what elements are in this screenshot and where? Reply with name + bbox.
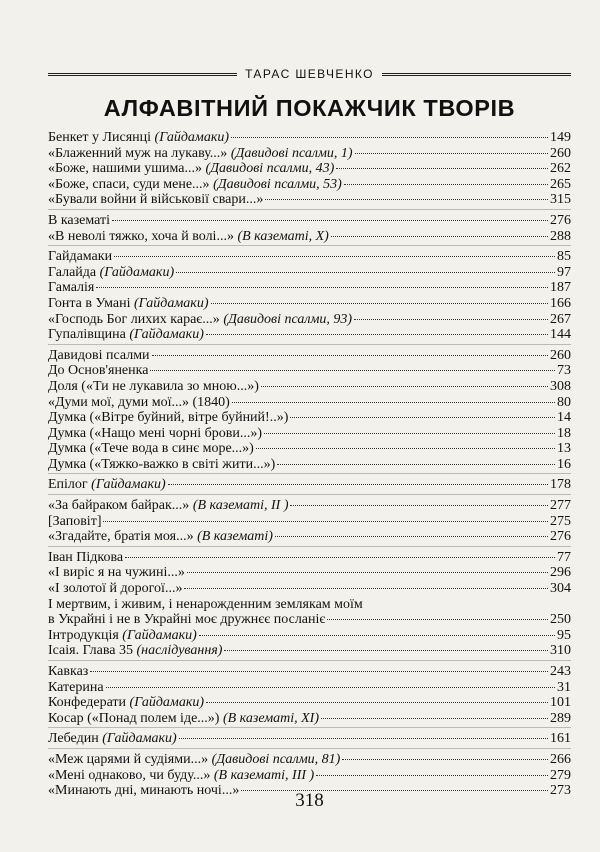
- page-number: 318: [295, 790, 324, 811]
- entry-title: [48, 161, 334, 177]
- dot-leader: [336, 167, 548, 169]
- entry-title-text: «Боже, нашими ушима...»: [48, 161, 206, 177]
- entry-title: [48, 426, 262, 442]
- entry-title-text: Доля («Ти не лукавила зо мною...»): [48, 378, 259, 394]
- index-group: [48, 660, 571, 726]
- dot-leader: [290, 504, 548, 506]
- entry-title: [48, 441, 254, 457]
- entry-page-number: 315: [550, 192, 571, 208]
- index-entry: [48, 498, 571, 514]
- entry-source-note: (Гайдамаки): [134, 295, 209, 311]
- dot-leader: [176, 271, 555, 273]
- entry-source-note: (Гайдамаки): [91, 477, 166, 493]
- entry-page-number: 95: [557, 627, 571, 643]
- entry-source-note: (Давидові псалми, 43): [205, 161, 335, 177]
- entry-title-text: «Блаженний муж на лукаву...»: [48, 145, 231, 161]
- index-entry: [48, 768, 571, 784]
- index-group: [48, 344, 571, 473]
- entry-title-text: Іван Підкова: [48, 549, 124, 565]
- entry-title-text: «І золотої й дорогої...»: [48, 581, 183, 597]
- entry-source-note: (Давидові псалми, 93): [223, 311, 353, 327]
- entry-page-number: 288: [550, 228, 571, 244]
- index-entry: [48, 529, 571, 545]
- entry-title: [48, 213, 110, 229]
- dot-leader: [264, 432, 555, 434]
- entry-title-text: Косар («Понад полем іде...»): [48, 710, 223, 726]
- index-entry: [48, 643, 571, 659]
- entry-title: [48, 395, 230, 411]
- entry-source-note: (Давидові псалми, 1): [230, 145, 353, 161]
- entry-source-note: (В казематі, III ): [213, 767, 315, 783]
- dot-leader: [96, 286, 548, 288]
- entry-title-text: «Згадайте, братія моя...»: [48, 529, 198, 545]
- entry-title-text: Думка («Нащо мені чорні брови...»): [48, 425, 263, 441]
- dot-leader: [224, 649, 548, 651]
- entry-page-number: 14: [557, 410, 571, 426]
- entry-title-text: Ісаія. Глава 35: [48, 643, 137, 659]
- entry-page-number: 166: [550, 295, 571, 311]
- entry-source-note: (В казематі, II ): [192, 498, 289, 514]
- entry-source-note: (В казематі, X): [237, 228, 329, 244]
- entry-title: [48, 514, 101, 530]
- entry-title: [48, 768, 314, 784]
- entry-title-text: «Боже, спаси, суди мене...»: [48, 176, 214, 192]
- entry-source-note: (Гайдамаки): [122, 627, 197, 643]
- dot-leader: [199, 634, 555, 636]
- entry-title-text: в Украйні і не в Украйні моє дружнєє посланіє: [48, 612, 326, 628]
- entry-title: [48, 457, 275, 473]
- index-entry: [48, 327, 571, 343]
- entry-title-text: [Заповіт]: [48, 513, 102, 529]
- index-entry: [48, 457, 571, 473]
- entry-title: [48, 628, 197, 644]
- dot-leader: [206, 701, 548, 703]
- index-entry: [48, 161, 571, 177]
- entry-page-number: 289: [550, 710, 571, 726]
- index-entry: [48, 731, 571, 747]
- entry-page-number: 178: [550, 477, 571, 493]
- dot-leader: [277, 463, 555, 465]
- index-entry: [48, 680, 571, 696]
- index-entry: [48, 229, 571, 245]
- entry-title-text: «В неволі тяжко, хоча й волі...»: [48, 228, 238, 244]
- entry-title: [48, 752, 340, 768]
- entry-page-number: 277: [550, 498, 571, 514]
- entry-title-text: Епілог: [48, 477, 92, 493]
- dot-leader: [316, 774, 548, 776]
- index-entry: [48, 441, 571, 457]
- index-entry: [48, 213, 571, 229]
- dot-leader: [232, 401, 555, 403]
- entry-title-text: «Бували войни й військовії свари...»: [48, 192, 264, 208]
- entry-title-text: Гонта в Умані: [48, 295, 135, 311]
- entry-title-text: «Минають дні, минають ночі...»: [48, 783, 240, 799]
- index-entry: [48, 130, 571, 146]
- entry-source-note: (Гайдамаки): [154, 130, 230, 145]
- entry-title-text: Кавказ: [48, 664, 89, 679]
- entry-page-number: 276: [550, 212, 571, 228]
- index-entry: [48, 177, 571, 193]
- index-group: [48, 245, 571, 343]
- dot-leader: [261, 385, 548, 387]
- index-entry: [48, 379, 571, 395]
- entry-title-text: В казематі: [48, 212, 111, 228]
- entry-title-text: Гамалія: [48, 280, 95, 296]
- entry-title: [48, 379, 259, 395]
- entry-title-text: Галайда: [48, 264, 100, 280]
- entry-page-number: 250: [550, 612, 571, 628]
- index-entry: [48, 410, 571, 426]
- entry-page-number: 161: [550, 731, 571, 747]
- entry-title: [48, 410, 288, 426]
- dot-leader: [290, 416, 555, 418]
- entry-title-text: «За байраком байрак...»: [48, 498, 193, 514]
- entry-title: [48, 363, 148, 379]
- dot-leader: [112, 219, 548, 221]
- index-entry: [48, 514, 571, 530]
- entry-title: [48, 695, 204, 711]
- entry-title-text: Катерина: [48, 679, 104, 695]
- index-entry: [48, 312, 571, 328]
- index-entry: [48, 192, 571, 208]
- entry-page-number: 260: [550, 347, 571, 363]
- entry-page-number: 275: [550, 513, 571, 529]
- entry-title: [48, 280, 94, 296]
- dot-leader: [344, 183, 548, 185]
- entry-title: [48, 146, 353, 162]
- works-index: [48, 130, 571, 799]
- entry-page-number: 187: [550, 280, 571, 296]
- entry-source-note: (Давидові псалми, 81): [211, 751, 341, 767]
- entry-title-text: Бенкет у Лисянці: [48, 130, 155, 145]
- dot-leader: [125, 556, 555, 558]
- entry-title-text: «Мені однаково, чи буду...»: [48, 767, 214, 783]
- entry-title: [48, 130, 229, 146]
- dot-leader: [103, 520, 548, 522]
- entry-source-note: (В казематі): [197, 529, 273, 545]
- entry-source-note: (В казематі, XI): [222, 710, 320, 726]
- dot-leader: [211, 302, 548, 304]
- dot-leader: [275, 535, 548, 537]
- entry-title-text: «Господь Бог лихих карає...»: [48, 311, 224, 327]
- dot-leader: [331, 235, 548, 237]
- entry-title-text: Думка («Тяжко-важко в світі жити...»): [48, 456, 276, 472]
- dot-leader: [168, 483, 548, 485]
- dot-leader: [354, 318, 548, 320]
- index-entry: [48, 296, 571, 312]
- entry-title: [48, 327, 204, 343]
- index-entry: [48, 597, 571, 613]
- entry-page-number: 279: [550, 767, 571, 783]
- dot-leader: [206, 333, 548, 335]
- dot-leader: [114, 255, 555, 257]
- entry-title-text: І мертвим, і живим, і ненарожденним землякам моїм: [48, 596, 363, 612]
- entry-page-number: 31: [557, 679, 571, 695]
- dot-leader: [342, 758, 548, 760]
- entry-page-number: 149: [550, 130, 571, 145]
- entry-title: [48, 664, 88, 680]
- entry-source-note: (Гайдамаки): [99, 264, 175, 280]
- index-group: [48, 727, 571, 747]
- entry-page-number: 97: [557, 264, 571, 280]
- dot-leader: [90, 670, 548, 672]
- entry-source-note: (Гайдамаки): [129, 695, 205, 711]
- index-entry: [48, 565, 571, 581]
- index-entry: [48, 664, 571, 680]
- entry-title: [48, 312, 352, 328]
- entry-page-number: 144: [550, 327, 571, 343]
- index-group: [48, 494, 571, 545]
- entry-page-number: 304: [550, 581, 571, 597]
- entry-title-text: Давидові псалми: [48, 347, 150, 363]
- entry-page-number: 262: [550, 161, 571, 177]
- dot-leader: [187, 571, 548, 573]
- entry-source-note: (Гайдамаки): [102, 731, 177, 747]
- index-entry: [48, 752, 571, 768]
- entry-title: [48, 192, 263, 208]
- index-entry: [48, 265, 571, 281]
- entry-page-number: 73: [557, 363, 571, 379]
- entry-title-text: Лебедин: [48, 731, 103, 747]
- entry-source-note: (наслідування): [136, 643, 223, 659]
- dot-leader: [184, 587, 548, 589]
- dot-leader: [265, 198, 548, 200]
- index-entry: [48, 363, 571, 379]
- entry-page-number: 18: [557, 425, 571, 441]
- running-head-text: ТАРАС ШЕВЧЕНКО: [245, 67, 374, 81]
- entry-title: [48, 550, 123, 566]
- index-entry: [48, 280, 571, 296]
- entry-title-text: Гайдамаки: [48, 249, 113, 265]
- dot-leader: [106, 686, 555, 688]
- entry-page-number: 77: [557, 549, 571, 565]
- entry-source-note: (Гайдамаки): [129, 327, 204, 343]
- entry-page-number: 310: [550, 643, 571, 659]
- entry-page-number: 260: [550, 145, 571, 161]
- dot-leader: [150, 369, 555, 371]
- index-entry: [48, 249, 571, 265]
- entry-title: [48, 296, 209, 312]
- entry-title: [48, 597, 363, 612]
- entry-title-text: «Думи мої, думи мої...» (1840): [48, 394, 230, 410]
- index-group: [48, 473, 571, 493]
- entry-title-text: Гупалівщина: [48, 327, 130, 343]
- entry-title: [48, 711, 319, 727]
- index-entry: [48, 711, 571, 727]
- entry-page-number: 85: [557, 249, 571, 265]
- entry-title: [48, 249, 112, 265]
- entry-title-text: Думка («Вітре буйний, вітре буйний!..»): [48, 410, 289, 426]
- entry-title: [48, 643, 222, 659]
- entry-page-number: 266: [550, 751, 571, 767]
- dot-leader: [327, 618, 548, 620]
- entry-page-number: 80: [557, 394, 571, 410]
- index-entry: [48, 348, 571, 364]
- index-entry: [48, 695, 571, 711]
- index-group: [48, 546, 571, 659]
- dot-leader: [152, 354, 548, 356]
- entry-page-number: 265: [550, 176, 571, 192]
- index-entry: [48, 477, 571, 493]
- index-entry: [48, 395, 571, 411]
- entry-page-number: 243: [550, 664, 571, 679]
- entry-title-text: До Основ'яненка: [48, 363, 149, 379]
- entry-title: [48, 680, 104, 696]
- entry-title: [48, 265, 174, 281]
- index-entry: [48, 581, 571, 597]
- entry-page-number: 308: [550, 378, 571, 394]
- index-group: [48, 130, 571, 208]
- entry-source-note: (Давидові псалми, 53): [213, 176, 342, 192]
- index-group: [48, 209, 571, 244]
- entry-page-number: 276: [550, 529, 571, 545]
- index-entry: [48, 612, 571, 628]
- entry-title: [48, 348, 150, 364]
- entry-page-number: 101: [550, 695, 571, 711]
- dot-leader: [179, 737, 548, 739]
- page-title: АЛФАВІТНИЙ ПОКАЖЧИК ТВОРІВ: [103, 95, 516, 121]
- entry-page-number: 267: [550, 311, 571, 327]
- index-entry: [48, 146, 571, 162]
- entry-title-text: Конфедерати: [48, 695, 130, 711]
- entry-title: [48, 498, 288, 514]
- entry-title: [48, 529, 273, 545]
- entry-title: [48, 565, 185, 581]
- entry-title: [48, 229, 329, 245]
- dot-leader: [321, 717, 548, 719]
- entry-title-text: «І виріс я на чужині...»: [48, 565, 185, 581]
- running-header: [48, 63, 571, 85]
- entry-title: [48, 731, 177, 747]
- entry-page-number: 273: [550, 783, 571, 799]
- entry-title-text: Думка («Тече вода в синє море...»): [48, 441, 254, 457]
- dot-leader: [231, 136, 548, 138]
- entry-page-number: 296: [550, 565, 571, 581]
- entry-page-number: 13: [557, 441, 571, 457]
- entry-title: [48, 477, 166, 493]
- entry-title: [48, 177, 342, 193]
- index-entry: [48, 628, 571, 644]
- dot-leader: [355, 152, 548, 154]
- entry-page-number: 16: [557, 456, 571, 472]
- dot-leader: [256, 447, 555, 449]
- entry-title-text: «Меж царями й судіями...»: [48, 751, 212, 767]
- index-entry: [48, 550, 571, 566]
- entry-title-text: Інтродукція: [48, 627, 123, 643]
- entry-title: [48, 581, 182, 597]
- index-entry: [48, 426, 571, 442]
- entry-title: [48, 612, 325, 628]
